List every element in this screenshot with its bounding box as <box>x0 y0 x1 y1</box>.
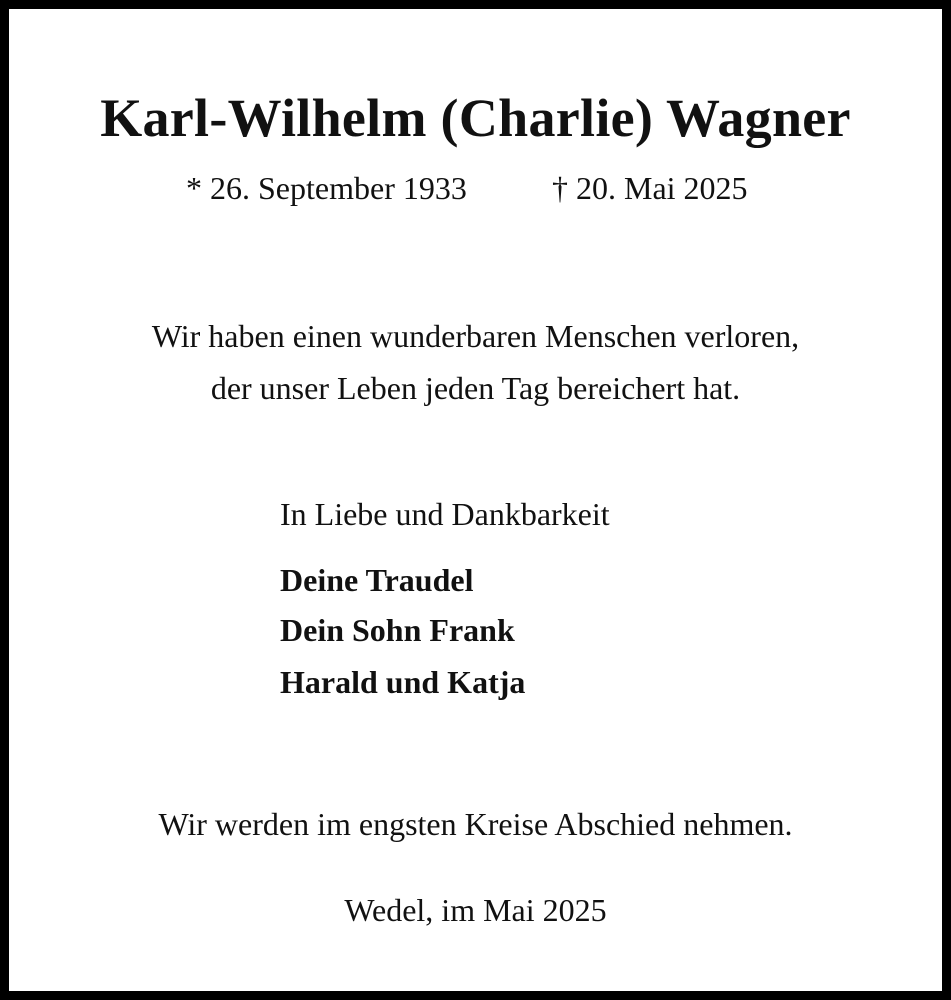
gratitude-line: In Liebe und Dankbarkeit <box>280 496 610 532</box>
death-date: † 20. Mai 2025 <box>552 170 748 206</box>
deceased-name: Karl-Wilhelm (Charlie) Wagner <box>100 88 851 148</box>
farewell-note: Wir werden im engsten Kreise Abschied nehmen. <box>158 806 793 842</box>
quote-line-1: Wir haben einen wunderbaren Menschen verloren, <box>151 318 800 354</box>
mourner-name: Dein Sohn Frank <box>280 612 515 648</box>
quote-line-2: der unser Leben jeden Tag bereichert hat. <box>210 370 741 406</box>
mourner-name: Harald und Katja <box>280 664 526 700</box>
birth-date: * 26. September 1933 <box>186 170 467 206</box>
place-and-date: Wedel, im Mai 2025 <box>344 892 607 928</box>
mourner-name: Deine Traudel <box>280 562 474 598</box>
